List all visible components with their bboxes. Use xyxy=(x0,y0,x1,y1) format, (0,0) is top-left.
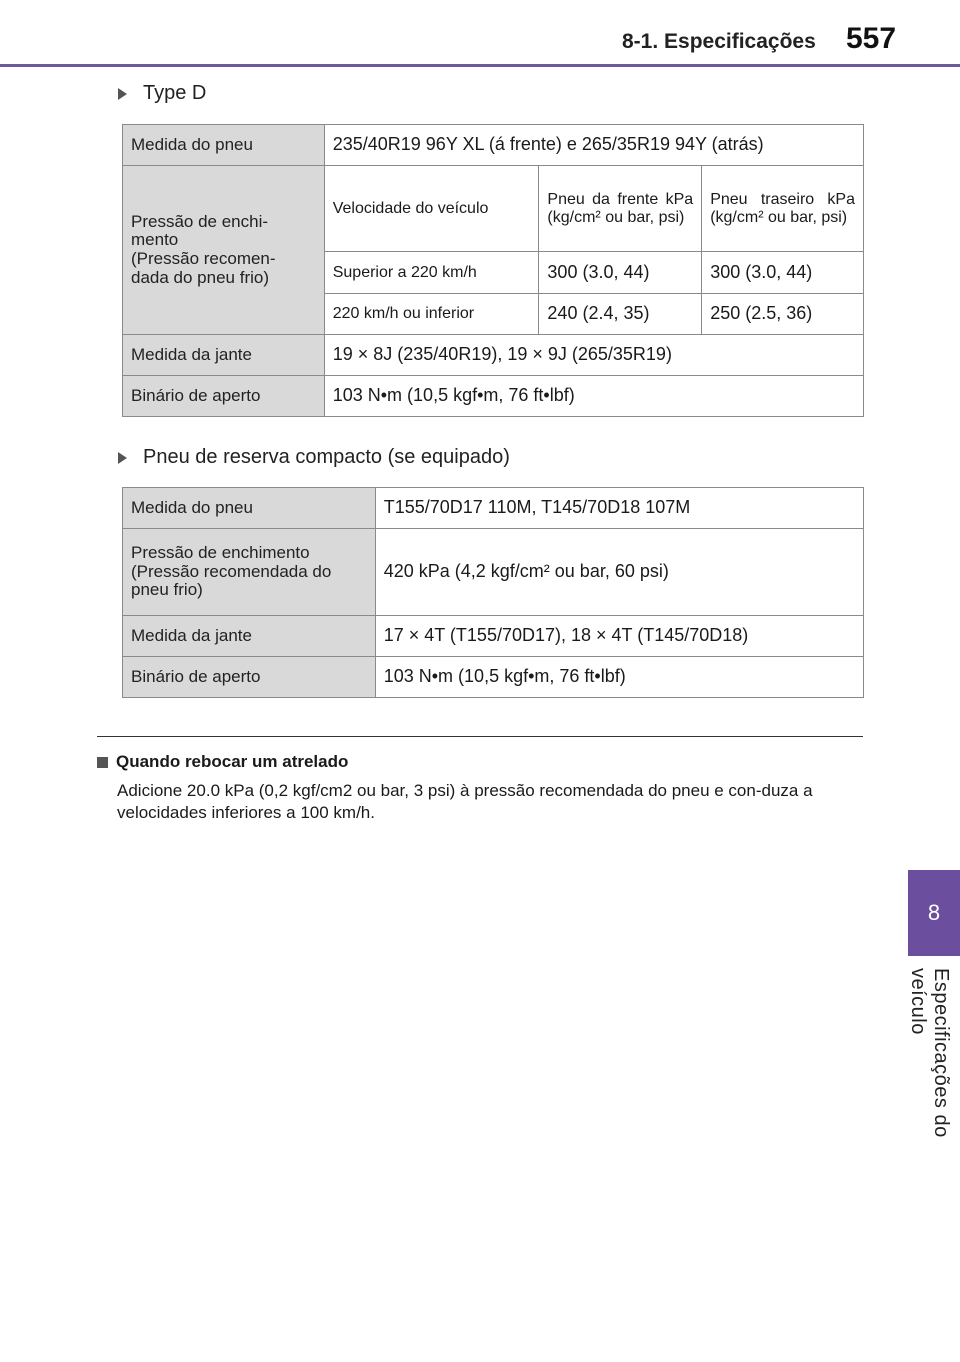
tire-size-label: Medida do pneu xyxy=(123,125,325,166)
header-divider xyxy=(0,64,960,67)
rear-tire-header: Pneu traseiro kPa (kg/cm² ou bar, psi) xyxy=(702,166,864,252)
section-title: 8-1. Especificações xyxy=(622,30,816,53)
table-row xyxy=(123,657,864,698)
type-d-heading-text: Type D xyxy=(143,82,207,104)
pressure-label: Pressão de enchimento (Pressão recomendada do pneu frio) xyxy=(123,529,376,616)
rim-size-value: 17 × 4T (T155/70D17), 18 × 4T (T145/70D18) xyxy=(375,616,863,657)
pressure-value: 420 kPa (4,2 kgf/cm² ou bar, 60 psi) xyxy=(375,529,863,616)
spare-table xyxy=(122,487,864,698)
note-divider xyxy=(97,736,863,737)
page-number: 557 xyxy=(846,22,897,55)
type-d-heading xyxy=(118,82,206,105)
speed-cell: Superior a 220 km/h xyxy=(324,252,539,294)
rim-size-value: 19 × 8J (235/40R19), 19 × 9J (265/35R19) xyxy=(324,335,863,376)
table-row xyxy=(123,376,864,417)
table-row xyxy=(123,529,864,616)
table-row xyxy=(123,166,864,252)
table-row xyxy=(123,488,864,529)
table-row xyxy=(123,125,864,166)
pressure-label: Pressão de enchi- mento (Pressão recomen- dada do pneu frio) xyxy=(123,166,325,335)
chapter-label: Especificações do veículo xyxy=(907,968,952,1138)
triangle-bullet-icon xyxy=(118,452,127,464)
rim-size-label: Medida da jante xyxy=(123,335,325,376)
speed-cell: 220 km/h ou inferior xyxy=(324,294,539,335)
type-d-table xyxy=(122,124,864,417)
tire-size-label: Medida do pneu xyxy=(123,488,376,529)
front-pressure-cell: 240 (2.4, 35) xyxy=(539,294,702,335)
chapter-tab[interactable] xyxy=(908,870,960,956)
triangle-bullet-icon xyxy=(118,88,127,100)
speed-header: Velocidade do veículo xyxy=(324,166,539,252)
note-title: Quando rebocar um atrelado xyxy=(116,752,349,771)
front-pressure-cell: 300 (3.0, 44) xyxy=(539,252,702,294)
front-tire-header: Pneu da frente kPa (kg/cm² ou bar, psi) xyxy=(539,166,702,252)
spare-heading xyxy=(118,446,510,469)
torque-value: 103 N•m (10,5 kgf•m, 76 ft•lbf) xyxy=(324,376,863,417)
spare-heading-text: Pneu de reserva compacto (se equipado) xyxy=(143,446,510,468)
square-bullet-icon xyxy=(97,757,108,768)
table-row xyxy=(123,335,864,376)
table-row xyxy=(123,616,864,657)
torque-value: 103 N•m (10,5 kgf•m, 76 ft•lbf) xyxy=(375,657,863,698)
rear-pressure-cell: 250 (2.5, 36) xyxy=(702,294,864,335)
tire-size-value: T155/70D17 110M, T145/70D18 107M xyxy=(375,488,863,529)
chapter-number: 8 xyxy=(927,900,941,925)
torque-label: Binário de aperto xyxy=(123,657,376,698)
note-body: Adicione 20.0 kPa (0,2 kgf/cm2 ou bar, 3 psi) à pressão recomendada do pneu e con-duza a velocidades inferiores a 100 km/h. xyxy=(117,781,813,823)
note-heading xyxy=(97,752,348,772)
torque-label: Binário de aperto xyxy=(123,376,325,417)
tire-size-value: 235/40R19 96Y XL (á frente) e 265/35R19 94Y (atrás) xyxy=(324,125,863,166)
rear-pressure-cell: 300 (3.0, 44) xyxy=(702,252,864,294)
rim-size-label: Medida da jante xyxy=(123,616,376,657)
